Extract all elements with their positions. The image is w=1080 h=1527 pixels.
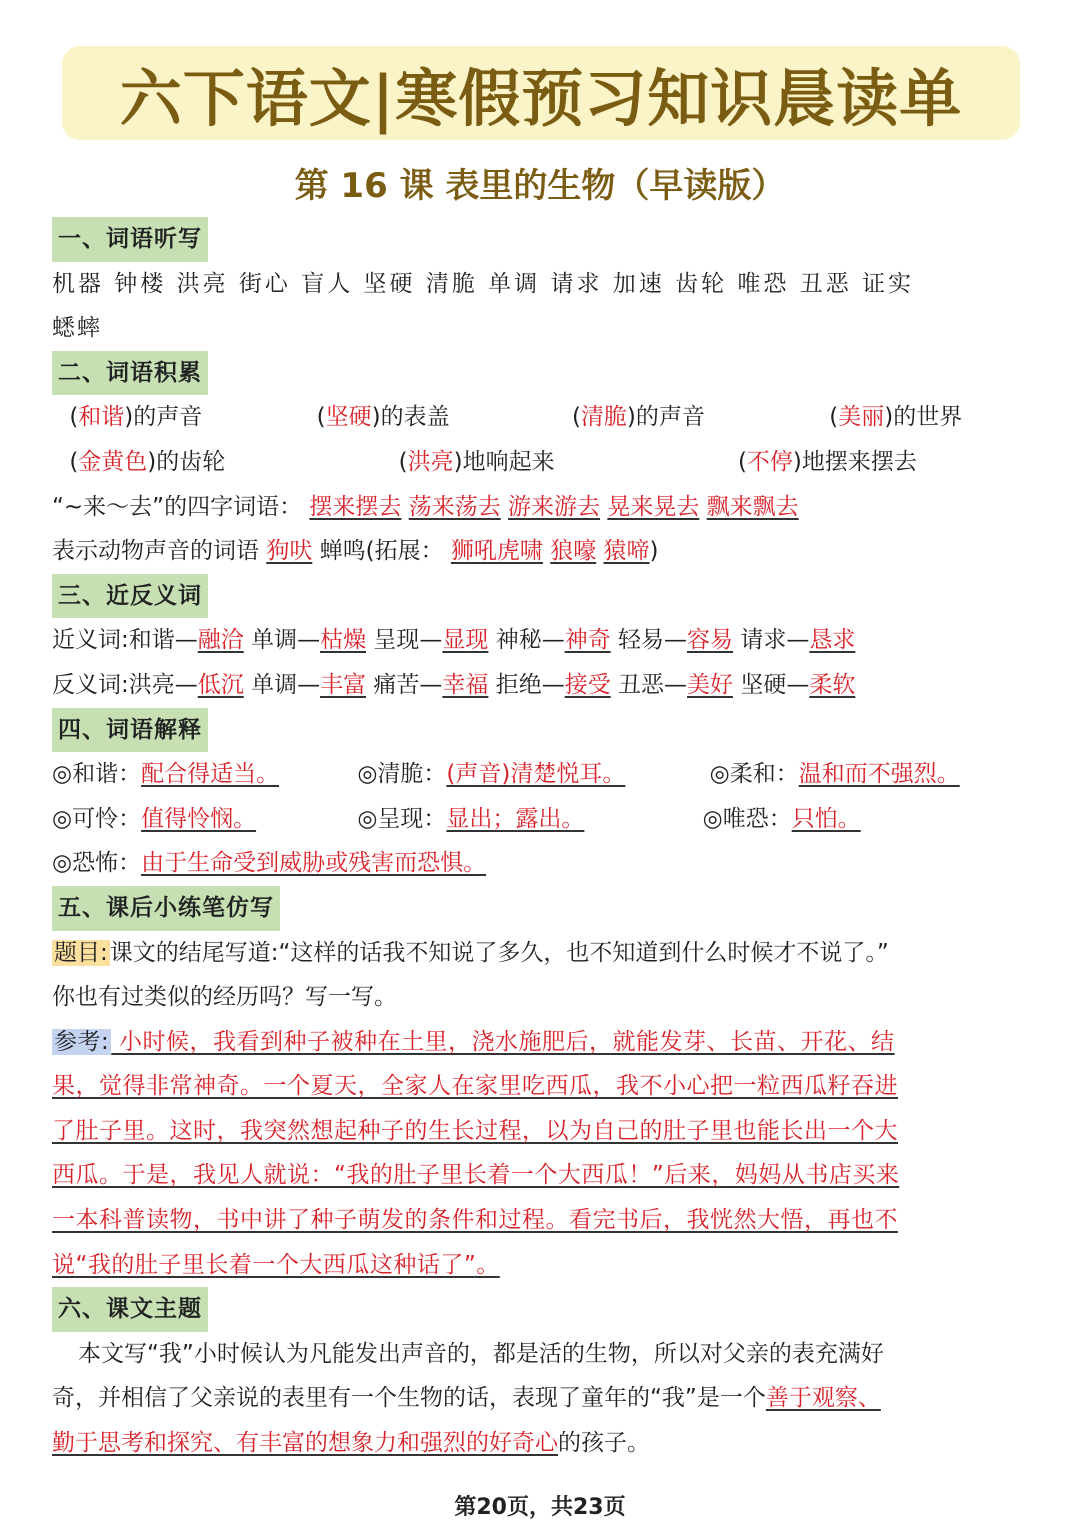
four-char-word: 飘来飘去 (706, 493, 799, 520)
section-heading-accumulation: 二、词语积累 (52, 351, 208, 396)
title-banner (62, 46, 1020, 140)
section-heading-theme: 六、课文主题 (52, 1287, 208, 1332)
reference-tag: 参考: (54, 1028, 110, 1055)
phrase-item: (和谐)的声音 (69, 404, 203, 431)
reference-answer: 参考: 小时候，我看到种子被种在土里，浇水施肥后，就能发芽、长苗、开花、结 果，觉得非常神奇。一个夏天，全家人在家里吃西瓜，我不小心把一粒西瓜籽吞进 了肚子里。这时，我突然想起种子的生长过程，以为自己的肚子里也能长出一个大 西瓜。于是，我见人就说：“我的肚子里长着一个大西瓜！”后来，妈妈从书店买来 一本科普读物，书中讲了种子萌发的条件和过程。看完书后，我恍然大悟，再也不 说“我的肚子里长着一个大西瓜这种话了”。 (52, 1028, 900, 1278)
section-heading-writing: 五、课后小练笔仿写 (52, 886, 280, 931)
four-char-words: “~来～去”的四字词语： 摆来摆去 荡来荡去 游来游去 晃来晃去 飘来飘去 (52, 493, 799, 520)
animal-sounds: 表示动物声音的词语 狗吠 蝉鸣(拓展： 狮吼虎啸 狼嚎 猿啼) (52, 538, 659, 565)
definition-item: ◎可怜：值得怜悯。 (52, 805, 257, 832)
dictation-words: 机器 钟楼 洪亮 街心 盲人 坚硬 清脆 单调 请求 加速 齿轮 唯恐 丑恶 证实 (52, 270, 915, 297)
section-heading-dictation: 一、词语听写 (52, 217, 208, 262)
section-heading-synonyms: 三、近反义词 (52, 574, 208, 619)
phrase-item: (坚硬)的表盖 (316, 404, 450, 431)
definition-row-3 (52, 841, 1037, 886)
page-title: 六下语文|寒假预习知识晨读单 (119, 61, 963, 135)
four-char-word: 游来游去 (508, 493, 601, 520)
theme-line-2: 奇，并相信了父亲说的表里有一个生物的话，表现了童年的“我”是一个善于观察、 (52, 1385, 881, 1412)
theme-line-3: 勤于思考和探究、有丰富的想象力和强烈的好奇心的孩子。 (52, 1430, 650, 1457)
page-number: 第20页，共23页 (454, 1495, 626, 1520)
four-char-word: 摆来摆去 (309, 493, 402, 520)
phrase-item: (美丽)的世界 (829, 404, 963, 431)
definition-item: ◎恐怖：由于生命受到威胁或残害而恐惧。 (52, 850, 487, 877)
accumulation-row-1 (52, 395, 1037, 440)
definition-row-1 (52, 752, 1037, 797)
content (52, 217, 1037, 1466)
four-char-word: 晃来晃去 (607, 493, 700, 520)
definition-row-2 (52, 797, 1037, 842)
lesson-subtitle: 第 16 课 表里的生物（早读版） (294, 166, 786, 206)
definition-item: ◎呈现：显出；露出。 (357, 805, 585, 832)
synonym-row: 近义词:和谐—融洽 单调—枯燥 呈现—显现 神秘—神奇 轻易—容易 请求—恳求 (52, 627, 856, 654)
writing-prompt-line2: 你也有过类似的经历吗？写一写。 (52, 984, 397, 1011)
definition-item: ◎清脆：(声音)清楚悦耳。 (357, 761, 626, 788)
antonym-row: 反义词:洪亮—低沉 单调—丰富 痛苦—幸福 拒绝—接受 丑恶—美好 坚硬—柔软 (52, 671, 856, 698)
theme-line-1: 本文写“我”小时候认为凡能发出声音的，都是活的生物，所以对父亲的表充满好 (78, 1340, 884, 1367)
phrase-item: (清脆)的声音 (571, 404, 705, 431)
writing-prompt: 题目:课文的结尾写道:“这样的话我不知说了多久，也不知道到什么时候才不说了。” (54, 939, 889, 966)
accumulation-row-2 (52, 440, 1037, 485)
four-char-word: 荡来荡去 (408, 493, 501, 520)
definition-item: ◎唯恐：只怕。 (702, 805, 861, 832)
dictation-words-line2: 蟋蟀 (52, 315, 102, 342)
section-heading-definitions: 四、词语解释 (52, 708, 208, 753)
prompt-tag: 题目: (54, 939, 108, 966)
phrase-item: (不停)地摆来摆去 (737, 448, 917, 475)
phrase-item: (金黄色)的齿轮 (69, 448, 226, 475)
definition-item: ◎柔和：温和而不强烈。 (709, 761, 960, 788)
definition-item: ◎和谐：配合得适当。 (52, 761, 280, 788)
phrase-item: (洪亮)地响起来 (398, 448, 555, 475)
